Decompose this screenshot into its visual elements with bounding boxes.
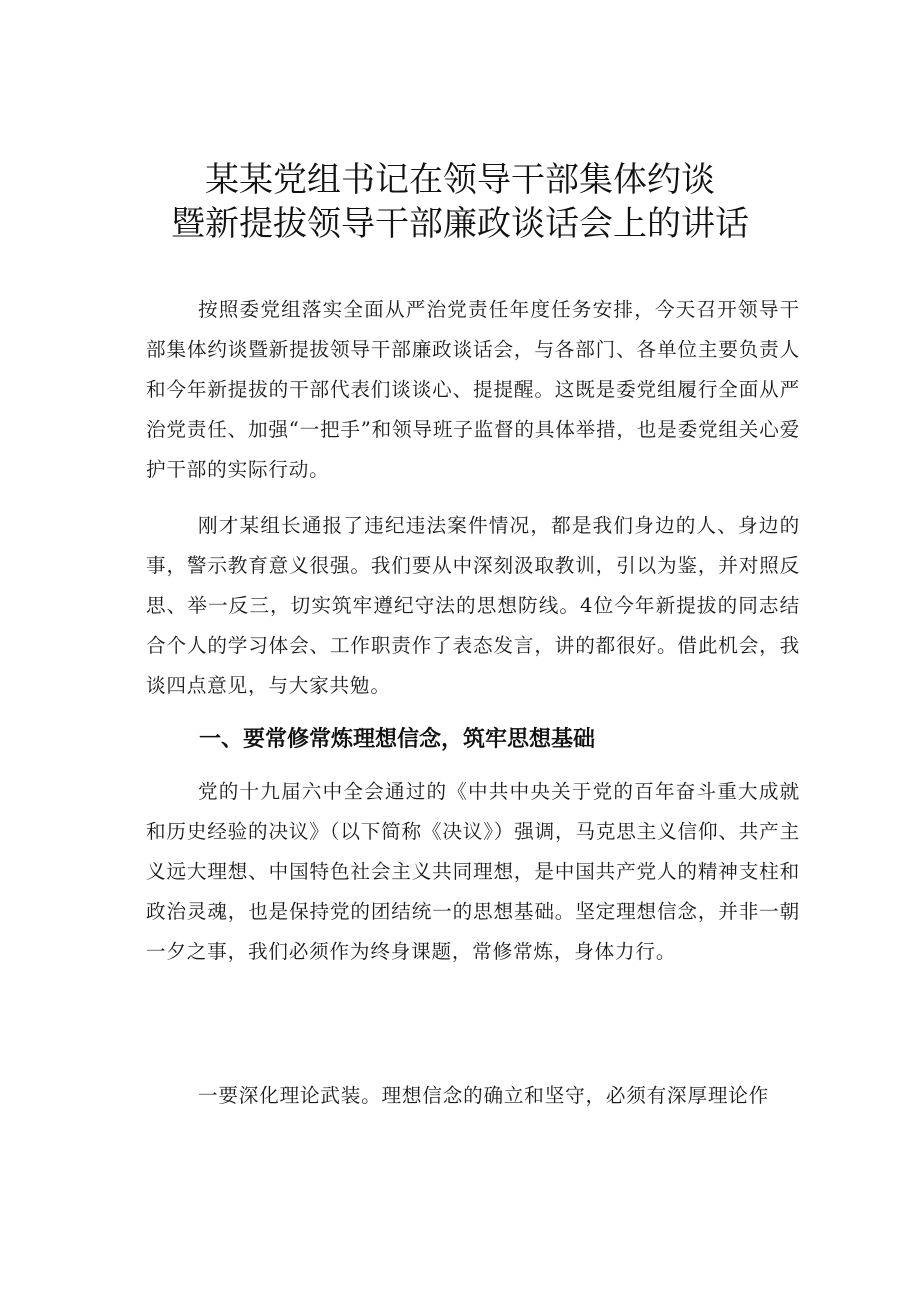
paragraph-theory: 一要深化理论武装。理想信念的确立和坚守，必须有深厚理论作 <box>198 1084 770 1107</box>
paragraph-intro: 按照委党组落实全面从严治党责任年度任务安排，今天召开领导干部集体约谈暨新提拔领导干部廉政谈话会，与各部门、各单位主要负责人和今年新提拔的干部代表们谈谈心、提提醒。这既是委党组履行全面从严治党责任、加强“一把手”和领导班子监督的具体举措，也是委党组关心爱护干部的实际行动。 <box>146 298 800 481</box>
document-title-line-1: 某某党组书记在领导干部集体约谈 <box>205 160 715 200</box>
paragraph-ideals: 党的十九届六中全会通过的《中共中央关于党的百年奋斗重大成就和历史经验的决议》（以下简称《决议》）强调，马克思主义信仰、共产主义远大理想、中国特色社会主义共同理想，是中国共产党人的精神支柱和政治灵魂，也是保持党的团结统一的思想基础。坚定理想信念，并非一朝一夕之事，我们必须作为终身课题，常修常炼，身体力行。 <box>146 780 800 963</box>
section-heading-1: 一、要常修常炼理想信念，筑牢思想基础 <box>199 727 596 752</box>
paragraph-case-report: 刚才某组长通报了违纪违法案件情况，都是我们身边的人、身边的事，警示教育意义很强。我们要从中深刻汲取教训，引以为鉴，并对照反思、举一反三，切实筑牢遵纪守法的思想防线。4位今年新提拔的同志结合个人的学习体会、工作职责作了表态发言，讲的都很好。借此机会，我谈四点意见，与大家共勉。 <box>146 514 800 697</box>
document-title-line-2: 暨新提拔领导干部廉政谈话会上的讲话 <box>171 204 749 244</box>
